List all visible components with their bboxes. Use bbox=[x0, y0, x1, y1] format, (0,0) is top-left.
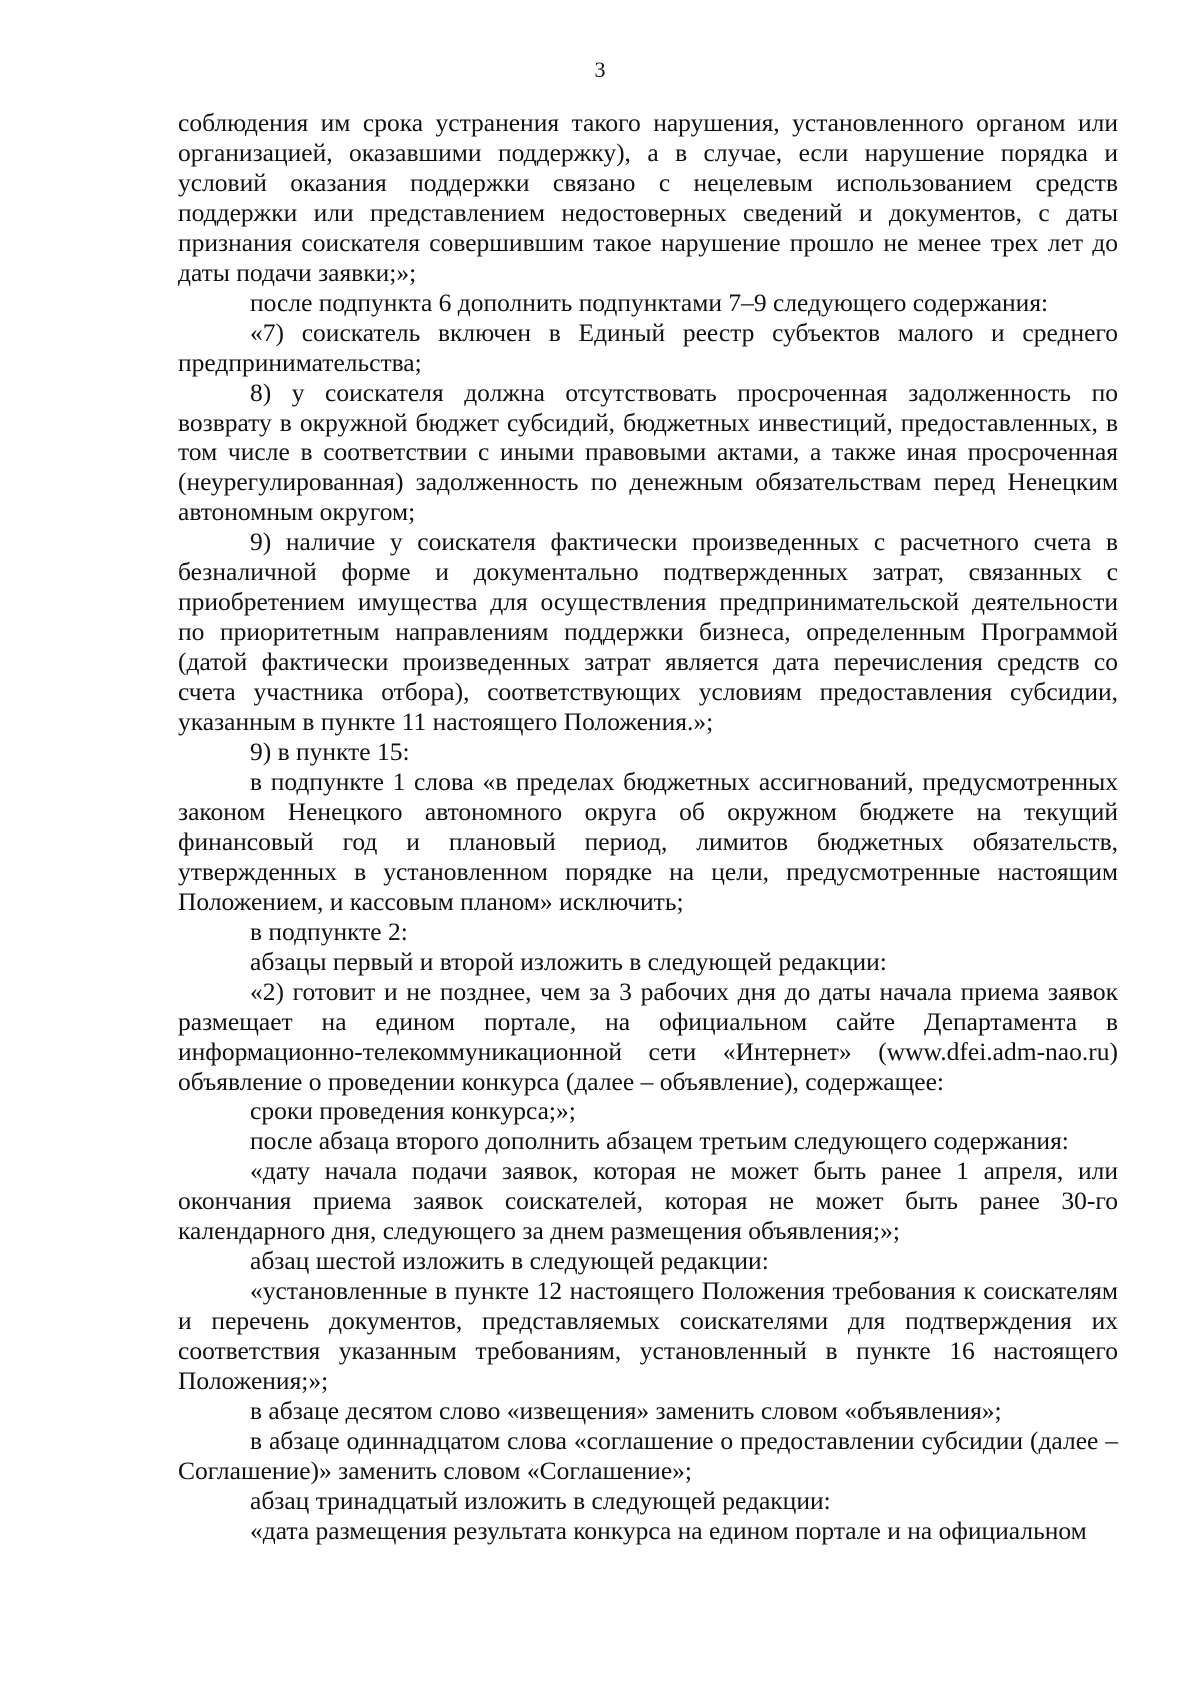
paragraph: 8) у соискателя должна отсутствовать просроченная задолженность по возврату в окружной бюджет субсидий, бюджетных инвестиций, предоставленных, в том числе в соответствии с иными правовыми актами, а также иная просроченная (неурегулированная) задолженность по денежным обязательствам перед Ненецким автономным округом; bbox=[178, 377, 1118, 527]
paragraph: сроки проведения конкурса;»; bbox=[250, 1096, 576, 1126]
paragraph: в абзаце десятом слово «извещения» заменить словом «объявления»; bbox=[250, 1395, 1002, 1425]
paragraph: абзацы первый и второй изложить в следующей редакции: bbox=[250, 946, 887, 976]
paragraph: «дату начала подачи заявок, которая не может быть ранее 1 апреля, или окончания приема заявок соискателей, которая не может быть ранее 30-го календарного дня, следующего за днем размещения объявления;»; bbox=[178, 1156, 1118, 1246]
paragraph: после абзаца второго дополнить абзацем третьим следующего содержания: bbox=[250, 1126, 1069, 1156]
paragraph: 9) наличие у соискателя фактически произведенных с расчетного счета в безналичной форме и документально подтвержденных затрат, связанных с приобретением имущества для осуществления предпринимательской деятельности по приоритетным направлениям поддержки бизнеса, определенным Программой (датой фактически произведенных затрат является дата перечисления средств со счета участника отбора), соответствующих условиям предоставления субсидии, указанным в пункте 11 настоящего Положения.»; bbox=[178, 527, 1118, 737]
paragraph: абзац шестой изложить в следующей редакции: bbox=[250, 1246, 769, 1276]
paragraph: в подпункте 2: bbox=[250, 916, 408, 946]
paragraph: в абзаце одиннадцатом слова «соглашение о предоставлении субсидии (далее – Соглашение)» заменить словом «Соглашение»; bbox=[178, 1425, 1118, 1485]
paragraph: 9) в пункте 15: bbox=[250, 737, 410, 767]
page-number: 3 bbox=[594, 57, 606, 82]
paragraph: соблюдения им срока устранения такого нарушения, установленного органом или организацией, оказавшими поддержку), а в случае, если нарушение порядка и условий оказания поддержки связано с нецелевым использованием средств поддержки или представлением недостоверных сведений и документов, с даты признания соискателя совершившим такое нарушение прошло не менее трех лет до даты подачи заявки;»; bbox=[178, 108, 1118, 287]
paragraph: в подпункте 1 слова «в пределах бюджетных ассигнований, предусмотренных законом Ненецкого автономного округа об окружном бюджете на текущий финансовый год и плановый период, лимитов бюджетных обязательств, утвержденных в установленном порядке на цели, предусмотренные настоящим Положением, и кассовым планом» исключить; bbox=[178, 766, 1118, 916]
paragraph: «7) соискатель включен в Единый реестр субъектов малого и среднего предпринимательства; bbox=[178, 317, 1118, 377]
paragraph: абзац тринадцатый изложить в следующей редакции: bbox=[250, 1485, 831, 1515]
paragraph: «2) готовит и не позднее, чем за 3 рабочих дня до даты начала приема заявок размещает на едином портале, на официальном сайте Департамента в информационно-телекоммуникационной сети «Интернет» (www.dfei.adm-nao.ru) объявление о проведении конкурса (далее – объявление), содержащее: bbox=[178, 976, 1118, 1096]
paragraph: после подпункта 6 дополнить подпунктами 7–9 следующего содержания: bbox=[250, 287, 1049, 317]
document-body bbox=[178, 108, 1118, 1546]
paragraph: «дата размещения результата конкурса на едином портале и на официальном bbox=[250, 1515, 1087, 1545]
paragraph: «установленные в пункте 12 настоящего Положения требования к соискателям и перечень документов, представляемых соискателями для подтверждения их соответствия указанным требованиям, установленный в пункте 16 настоящего Положения;»; bbox=[178, 1276, 1118, 1396]
